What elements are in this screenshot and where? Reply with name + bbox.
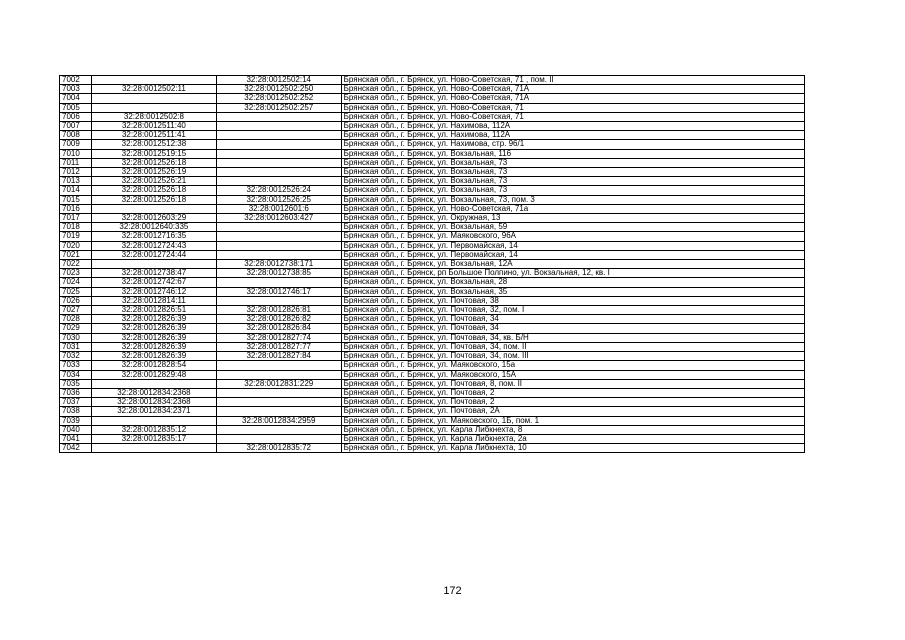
land-cadastral-number-cell: 32:28:0012526:18: [91, 158, 216, 167]
land-cadastral-number-cell: 32:28:0012826:39: [91, 315, 216, 324]
land-cadastral-number-cell: [91, 204, 216, 213]
table-row: [60, 379, 805, 388]
row-number-cell: 7003: [60, 85, 92, 94]
table-row: [60, 122, 805, 131]
object-cadastral-number-cell: [216, 296, 341, 305]
object-cadastral-number-cell: [216, 131, 341, 140]
table-row: [60, 131, 805, 140]
address-cell: Брянская обл., г. Брянск, ул. Маяковского, 1Б, пом. 1: [341, 416, 804, 425]
row-number-cell: 7026: [60, 296, 92, 305]
object-cadastral-number-cell: 32:28:0012826:82: [216, 315, 341, 324]
address-cell: Брянская обл., г. Брянск, ул. Ново-Советская, 71: [341, 112, 804, 121]
land-cadastral-number-cell: 32:28:0012826:39: [91, 342, 216, 351]
table-row: [60, 232, 805, 241]
row-number-cell: 7010: [60, 149, 92, 158]
land-cadastral-number-cell: 32:28:0012526:21: [91, 177, 216, 186]
address-cell: Брянская обл., г. Брянск, ул. Почтовая, 2: [341, 398, 804, 407]
row-number-cell: 7034: [60, 370, 92, 379]
row-number-cell: 7039: [60, 416, 92, 425]
table-row: [60, 85, 805, 94]
land-cadastral-number-cell: 32:28:0012746:12: [91, 287, 216, 296]
object-cadastral-number-cell: [216, 122, 341, 131]
row-number-cell: 7015: [60, 195, 92, 204]
table-row: [60, 112, 805, 121]
object-cadastral-number-cell: 32:28:0012834:2959: [216, 416, 341, 425]
address-cell: Брянская обл., г. Брянск, рп Большое Полпино, ул. Вокзальная, 12, кв. I: [341, 269, 804, 278]
object-cadastral-number-cell: 32:28:0012502:14: [216, 76, 341, 85]
address-cell: Брянская обл., г. Брянск, ул. Вокзальная, 73, пом. 3: [341, 195, 804, 204]
object-cadastral-number-cell: 32:28:0012826:81: [216, 306, 341, 315]
land-cadastral-number-cell: 32:28:0012724:43: [91, 241, 216, 250]
row-number-cell: 7006: [60, 112, 92, 121]
table-row: [60, 76, 805, 85]
object-cadastral-number-cell: 32:28:0012827:74: [216, 333, 341, 342]
row-number-cell: 7002: [60, 76, 92, 85]
table-row: [60, 241, 805, 250]
address-cell: Брянская обл., г. Брянск, ул. Вокзальная, 73: [341, 158, 804, 167]
table-row: [60, 333, 805, 342]
address-cell: Брянская обл., г. Брянск, ул. Вокзальная, 12А: [341, 260, 804, 269]
table-row: [60, 158, 805, 167]
address-cell: Брянская обл., г. Брянск, ул. Карла Либкнехта, 2а: [341, 434, 804, 443]
table-row: [60, 214, 805, 223]
object-cadastral-number-cell: [216, 425, 341, 434]
row-number-cell: 7013: [60, 177, 92, 186]
object-cadastral-number-cell: 32:28:0012526:25: [216, 195, 341, 204]
row-number-cell: 7020: [60, 241, 92, 250]
address-cell: Брянская обл., г. Брянск, ул. Карла Либкнехта, 8: [341, 425, 804, 434]
address-cell: Брянская обл., г. Брянск, ул. Почтовая, 34: [341, 315, 804, 324]
address-cell: Брянская обл., г. Брянск, ул. Почтовая, 32, пом. I: [341, 306, 804, 315]
row-number-cell: 7024: [60, 278, 92, 287]
row-number-cell: 7017: [60, 214, 92, 223]
address-cell: Брянская обл., г. Брянск, ул. Вокзальная, 116: [341, 149, 804, 158]
object-cadastral-number-cell: 32:28:0012526:24: [216, 186, 341, 195]
address-cell: Брянская обл., г. Брянск, ул. Почтовая, 34, пом. II: [341, 342, 804, 351]
row-number-cell: 7032: [60, 352, 92, 361]
table-row: [60, 416, 805, 425]
object-cadastral-number-cell: [216, 140, 341, 149]
object-cadastral-number-cell: [216, 388, 341, 397]
table-row: [60, 149, 805, 158]
address-cell: Брянская обл., г. Брянск, ул. Нахимова, стр. 96/1: [341, 140, 804, 149]
table-row: [60, 434, 805, 443]
row-number-cell: 7028: [60, 315, 92, 324]
object-cadastral-number-cell: 32:28:0012746:17: [216, 287, 341, 296]
address-cell: Брянская обл., г. Брянск, ул. Ново-Советская, 71: [341, 103, 804, 112]
table-row: [60, 388, 805, 397]
land-cadastral-number-cell: 32:28:0012502:11: [91, 85, 216, 94]
address-cell: Брянская обл., г. Брянск, ул. Почтовая, 8, пом. II: [341, 379, 804, 388]
address-cell: Брянская обл., г. Брянск, ул. Ново-Советская, 71А: [341, 85, 804, 94]
object-cadastral-number-cell: [216, 168, 341, 177]
object-cadastral-number-cell: [216, 278, 341, 287]
object-cadastral-number-cell: 32:28:0012738:85: [216, 269, 341, 278]
land-cadastral-number-cell: [91, 260, 216, 269]
land-cadastral-number-cell: 32:28:0012519:15: [91, 149, 216, 158]
table-row: [60, 398, 805, 407]
object-cadastral-number-cell: [216, 398, 341, 407]
row-number-cell: 7016: [60, 204, 92, 213]
property-table-body: [60, 76, 805, 453]
address-cell: Брянская обл., г. Брянск, ул. Маяковского, 15А: [341, 370, 804, 379]
row-number-cell: 7021: [60, 250, 92, 259]
land-cadastral-number-cell: 32:28:0012826:51: [91, 306, 216, 315]
object-cadastral-number-cell: 32:28:0012502:250: [216, 85, 341, 94]
address-cell: Брянская обл., г. Брянск, ул. Почтовая, 34: [341, 324, 804, 333]
address-cell: Брянская обл., г. Брянск, ул. Вокзальная, 73: [341, 186, 804, 195]
address-cell: Брянская обл., г. Брянск, ул. Ново-Советская, 71А: [341, 94, 804, 103]
land-cadastral-number-cell: [91, 444, 216, 453]
table-row: [60, 361, 805, 370]
land-cadastral-number-cell: 32:28:0012512:38: [91, 140, 216, 149]
row-number-cell: 7008: [60, 131, 92, 140]
row-number-cell: 7023: [60, 269, 92, 278]
row-number-cell: 7019: [60, 232, 92, 241]
land-cadastral-number-cell: 32:28:0012834:2371: [91, 407, 216, 416]
land-cadastral-number-cell: 32:28:0012716:35: [91, 232, 216, 241]
object-cadastral-number-cell: 32:28:0012835:72: [216, 444, 341, 453]
land-cadastral-number-cell: 32:28:0012826:39: [91, 324, 216, 333]
table-row: [60, 186, 805, 195]
object-cadastral-number-cell: [216, 223, 341, 232]
row-number-cell: 7040: [60, 425, 92, 434]
address-cell: Брянская обл., г. Брянск, ул. Почтовая, 38: [341, 296, 804, 305]
table-row: [60, 342, 805, 351]
land-cadastral-number-cell: [91, 379, 216, 388]
land-cadastral-number-cell: [91, 416, 216, 425]
row-number-cell: 7004: [60, 94, 92, 103]
land-cadastral-number-cell: 32:28:0012724:44: [91, 250, 216, 259]
land-cadastral-number-cell: 32:28:0012511:40: [91, 122, 216, 131]
land-cadastral-number-cell: [91, 76, 216, 85]
object-cadastral-number-cell: [216, 149, 341, 158]
row-number-cell: 7009: [60, 140, 92, 149]
address-cell: Брянская обл., г. Брянск, ул. Окружная, 13: [341, 214, 804, 223]
object-cadastral-number-cell: 32:28:0012831:229: [216, 379, 341, 388]
object-cadastral-number-cell: 32:28:0012826:84: [216, 324, 341, 333]
object-cadastral-number-cell: 32:28:0012827:84: [216, 352, 341, 361]
table-row: [60, 425, 805, 434]
land-cadastral-number-cell: 32:28:0012835:12: [91, 425, 216, 434]
table-row: [60, 444, 805, 453]
address-cell: Брянская обл., г. Брянск, ул. Нахимова, 112А: [341, 131, 804, 140]
land-cadastral-number-cell: 32:28:0012511:41: [91, 131, 216, 140]
table-row: [60, 103, 805, 112]
row-number-cell: 7031: [60, 342, 92, 351]
table-row: [60, 296, 805, 305]
object-cadastral-number-cell: 32:28:0012601:6: [216, 204, 341, 213]
address-cell: Брянская обл., г. Брянск, ул. Почтовая, 2: [341, 388, 804, 397]
object-cadastral-number-cell: [216, 361, 341, 370]
table-row: [60, 269, 805, 278]
row-number-cell: 7018: [60, 223, 92, 232]
table-row: [60, 260, 805, 269]
row-number-cell: 7005: [60, 103, 92, 112]
table-row: [60, 177, 805, 186]
object-cadastral-number-cell: 32:28:0012502:252: [216, 94, 341, 103]
object-cadastral-number-cell: 32:28:0012502:257: [216, 103, 341, 112]
land-cadastral-number-cell: 32:28:0012834:2368: [91, 388, 216, 397]
land-cadastral-number-cell: 32:28:0012835:17: [91, 434, 216, 443]
address-cell: Брянская обл., г. Брянск, ул. Маяковского, 15а: [341, 361, 804, 370]
table-row: [60, 140, 805, 149]
row-number-cell: 7027: [60, 306, 92, 315]
land-cadastral-number-cell: 32:28:0012502:8: [91, 112, 216, 121]
table-row: [60, 287, 805, 296]
row-number-cell: 7030: [60, 333, 92, 342]
land-cadastral-number-cell: 32:28:0012738:47: [91, 269, 216, 278]
address-cell: Брянская обл., г. Брянск, ул. Маяковского, 96А: [341, 232, 804, 241]
address-cell: Брянская обл., г. Брянск, ул. Первомайская, 14: [341, 241, 804, 250]
row-number-cell: 7037: [60, 398, 92, 407]
row-number-cell: 7022: [60, 260, 92, 269]
address-cell: Брянская обл., г. Брянск, ул. Почтовая, 34, пом. III: [341, 352, 804, 361]
land-cadastral-number-cell: 32:28:0012526:18: [91, 195, 216, 204]
table-row: [60, 204, 805, 213]
address-cell: Брянская обл., г. Брянск, ул. Ново-Советская, 71 , пом. II: [341, 76, 804, 85]
table-row: [60, 278, 805, 287]
land-cadastral-number-cell: [91, 103, 216, 112]
object-cadastral-number-cell: [216, 177, 341, 186]
object-cadastral-number-cell: 32:28:0012603:427: [216, 214, 341, 223]
address-cell: Брянская обл., г. Брянск, ул. Карла Либкнехта, 10: [341, 444, 804, 453]
address-cell: Брянская обл., г. Брянск, ул. Вокзальная, 73: [341, 168, 804, 177]
object-cadastral-number-cell: [216, 112, 341, 121]
row-number-cell: 7036: [60, 388, 92, 397]
land-cadastral-number-cell: 32:28:0012828:54: [91, 361, 216, 370]
table-row: [60, 407, 805, 416]
address-cell: Брянская обл., г. Брянск, ул. Вокзальная, 59: [341, 223, 804, 232]
address-cell: Брянская обл., г. Брянск, ул. Ново-Советская, 71а: [341, 204, 804, 213]
address-cell: Брянская обл., г. Брянск, ул. Вокзальная, 28: [341, 278, 804, 287]
object-cadastral-number-cell: 32:28:0012827:77: [216, 342, 341, 351]
land-cadastral-number-cell: 32:28:0012526:18: [91, 186, 216, 195]
land-cadastral-number-cell: 32:28:0012814:11: [91, 296, 216, 305]
table-row: [60, 352, 805, 361]
object-cadastral-number-cell: [216, 407, 341, 416]
land-cadastral-number-cell: 32:28:0012742:67: [91, 278, 216, 287]
land-cadastral-number-cell: 32:28:0012826:39: [91, 352, 216, 361]
table-row: [60, 250, 805, 259]
address-cell: Брянская обл., г. Брянск, ул. Почтовая, 2А: [341, 407, 804, 416]
row-number-cell: 7041: [60, 434, 92, 443]
property-table: [59, 75, 805, 453]
row-number-cell: 7029: [60, 324, 92, 333]
address-cell: Брянская обл., г. Брянск, ул. Нахимова, 112А: [341, 122, 804, 131]
table-row: [60, 168, 805, 177]
address-cell: Брянская обл., г. Брянск, ул. Первомайская, 14: [341, 250, 804, 259]
address-cell: Брянская обл., г. Брянск, ул. Вокзальная, 73: [341, 177, 804, 186]
row-number-cell: 7007: [60, 122, 92, 131]
address-cell: Брянская обл., г. Брянск, ул. Почтовая, 34, кв. Б/Н: [341, 333, 804, 342]
table-row: [60, 195, 805, 204]
land-cadastral-number-cell: 32:28:0012834:2368: [91, 398, 216, 407]
row-number-cell: 7011: [60, 158, 92, 167]
row-number-cell: 7033: [60, 361, 92, 370]
land-cadastral-number-cell: 32:28:0012829:48: [91, 370, 216, 379]
address-cell: Брянская обл., г. Брянск, ул. Вокзальная, 35: [341, 287, 804, 296]
land-cadastral-number-cell: 32:28:0012640:335: [91, 223, 216, 232]
row-number-cell: 7042: [60, 444, 92, 453]
object-cadastral-number-cell: [216, 241, 341, 250]
table-row: [60, 324, 805, 333]
row-number-cell: 7035: [60, 379, 92, 388]
table-row: [60, 315, 805, 324]
object-cadastral-number-cell: [216, 370, 341, 379]
row-number-cell: 7012: [60, 168, 92, 177]
row-number-cell: 7025: [60, 287, 92, 296]
land-cadastral-number-cell: 32:28:0012603:29: [91, 214, 216, 223]
object-cadastral-number-cell: [216, 158, 341, 167]
object-cadastral-number-cell: [216, 250, 341, 259]
page-number: 172: [443, 585, 462, 597]
land-cadastral-number-cell: 32:28:0012526:19: [91, 168, 216, 177]
row-number-cell: 7014: [60, 186, 92, 195]
table-row: [60, 94, 805, 103]
table-row: [60, 223, 805, 232]
land-cadastral-number-cell: [91, 94, 216, 103]
object-cadastral-number-cell: [216, 434, 341, 443]
object-cadastral-number-cell: 32:28:0012738:171: [216, 260, 341, 269]
table-row: [60, 306, 805, 315]
land-cadastral-number-cell: 32:28:0012826:39: [91, 333, 216, 342]
table-row: [60, 370, 805, 379]
object-cadastral-number-cell: [216, 232, 341, 241]
row-number-cell: 7038: [60, 407, 92, 416]
